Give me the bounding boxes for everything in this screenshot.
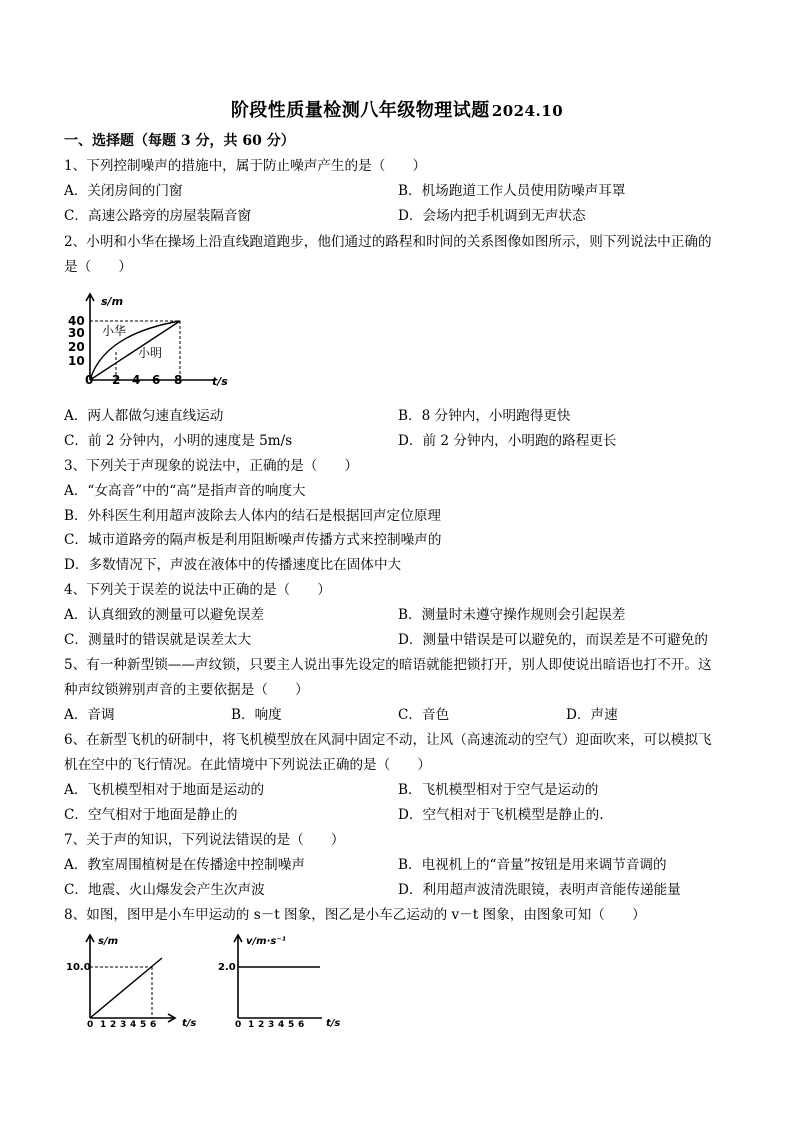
q8b-x-tick-2: 2 xyxy=(258,1020,265,1030)
q8b-x-tick-5: 5 xyxy=(288,1020,295,1030)
q3-option-a: A．“女高音”中的“高”是指声音的响度大 xyxy=(64,483,306,499)
q6-option-d: D．空气相对于飞机模型是静止的. xyxy=(398,807,604,823)
q2-y-label: s/m xyxy=(101,295,124,308)
question-2-stem-line1: 2、小明和小华在操场上沿直线跑道跑步，他们通过的路程和时间的关系图像如图所示，则下列说法中正确的 xyxy=(64,234,712,250)
q8-st-graph xyxy=(64,930,204,1030)
q2-st-graph xyxy=(64,290,244,390)
q8a-x-tick-6: 6 xyxy=(150,1020,157,1030)
q2-x-tick-6: 6 xyxy=(152,373,161,387)
q6-option-b: B．飞机模型相对于空气是运动的 xyxy=(398,782,599,798)
q4-option-b: B．测量时未遵守操作规则会引起误差 xyxy=(398,607,626,623)
q8a-x-tick-2: 2 xyxy=(110,1020,117,1030)
q7-option-a: A．教室周围植树是在传播途中控制噪声 xyxy=(64,857,305,873)
q2-y-tick-30: 30 xyxy=(68,326,85,340)
question-5-stem-line1: 5、有一种新型锁——声纹锁，只要主人说出事先设定的暗语就能把锁打开，别人即使说出暗语也打不开。这 xyxy=(64,657,712,673)
q8b-x-tick-0: 0 xyxy=(235,1020,242,1030)
question-8-stem: 8、如图，图甲是小车甲运动的 s－t 图象，图乙是小车乙运动的 v－t 图象，由图象可知（ ） xyxy=(64,907,646,923)
question-7-stem: 7、关于声的知识，下列说法错误的是（ ） xyxy=(64,832,345,848)
q8b-x-label: t/s xyxy=(326,1018,341,1029)
page-title xyxy=(0,96,794,122)
q5-option-b: B．响度 xyxy=(231,707,282,723)
q3-option-d: D．多数情况下，声波在液体中的传播速度比在固体中大 xyxy=(64,557,402,573)
question-4-stem: 4、下列关于误差的说法中正确的是（ ） xyxy=(64,582,331,598)
question-5-stem-line2: 种声纹锁辨别声音的主要依据是（ ） xyxy=(64,682,309,698)
q2-x-tick-8: 8 xyxy=(174,373,183,387)
q2-y-tick-10: 10 xyxy=(68,354,85,368)
q7-option-d: D．利用超声波清洗眼镜，表明声音能传递能量 xyxy=(398,882,681,898)
q2-x-label: t/s xyxy=(212,375,228,388)
title-text: 阶段性质量检测八年级物理试题 xyxy=(230,100,490,121)
q8b-x-tick-6: 6 xyxy=(298,1020,305,1030)
q7-option-c: C．地震、火山爆发会产生次声波 xyxy=(64,882,265,898)
q2-x-tick-2: 2 xyxy=(112,373,121,387)
q8b-y-tick: 2.0 xyxy=(218,962,236,973)
q1-option-b: B．机场跑道工作人员使用防噪声耳罩 xyxy=(398,183,626,199)
q8a-x-tick-5: 5 xyxy=(140,1020,147,1030)
q1-option-a: A．关闭房间的门窗 xyxy=(64,183,183,199)
q8b-x-tick-4: 4 xyxy=(278,1020,285,1030)
q3-option-c: C．城市道路旁的隔声板是利用阻断噪声传播方式来控制噪声的 xyxy=(64,532,442,548)
q2-label-xiaoming: 小明 xyxy=(138,346,163,360)
question-3-stem: 3、下列关于声现象的说法中，正确的是（ ） xyxy=(64,458,359,474)
q2-x-tick-0: 0 xyxy=(85,373,94,387)
q8a-x-tick-1: 1 xyxy=(100,1020,107,1030)
q8b-x-tick-3: 3 xyxy=(268,1020,275,1030)
q1-option-c: C．高速公路旁的房屋装隔音窗 xyxy=(64,208,252,224)
q8a-x-label: t/s xyxy=(182,1018,197,1029)
q5-option-a: A．音调 xyxy=(64,707,115,723)
q8a-x-tick-4: 4 xyxy=(130,1020,137,1030)
q2-y-tick-20: 20 xyxy=(68,340,85,354)
q2-option-a: A．两人都做匀速直线运动 xyxy=(64,408,224,424)
q8b-y-label: v/m·s⁻¹ xyxy=(246,936,286,947)
q6-option-c: C．空气相对于地面是静止的 xyxy=(64,807,238,823)
q8-vt-graph xyxy=(212,930,352,1030)
question-2-stem-line2: 是（ ） xyxy=(64,259,132,275)
q4-option-c: C．测量时的错误就是误差太大 xyxy=(64,632,252,648)
q8b-x-tick-1: 1 xyxy=(248,1020,255,1030)
q8a-x-tick-3: 3 xyxy=(120,1020,127,1030)
q5-option-d: D．声速 xyxy=(566,707,618,723)
section-heading: 一、选择题（每题 3 分，共 60 分） xyxy=(64,133,295,149)
q1-option-d: D．会场内把手机调到无声状态 xyxy=(398,208,586,224)
q2-option-b: B．8 分钟内，小明跑得更快 xyxy=(398,408,571,424)
question-6-stem-line1: 6、在新型飞机的研制中，将飞机模型放在风洞中固定不动，让风（高速流动的空气）迎面吹来，可以模拟飞 xyxy=(64,732,712,748)
q8a-y-label: s/m xyxy=(98,936,119,947)
q7-option-b: B．电视机上的“音量”按钮是用来调节音调的 xyxy=(398,857,667,873)
q3-option-b: B．外科医生利用超声波除去人体内的结石是根据回声定位原理 xyxy=(64,508,442,524)
q5-option-c: C．音色 xyxy=(398,707,450,723)
q6-option-a: A．飞机模型相对于地面是运动的 xyxy=(64,782,265,798)
q8a-x-tick-0: 0 xyxy=(87,1020,94,1030)
q2-y-tick-40: 40 xyxy=(68,314,85,328)
q8a-y-tick: 10.0 xyxy=(66,962,91,973)
q4-option-a: A．认真细致的测量可以避免误差 xyxy=(64,607,265,623)
q4-option-d: D．测量中错误是可以避免的，而误差是不可避免的 xyxy=(398,632,708,648)
question-1-stem: 1、下列控制噪声的措施中，属于防止噪声产生的是（ ） xyxy=(64,158,427,174)
q2-x-tick-4: 4 xyxy=(132,373,141,387)
q2-option-c: C．前 2 分钟内，小明的速度是 5m/s xyxy=(64,433,293,449)
question-6-stem-line2: 机在空中的飞行情况。在此情境中下列说法正确的是（ ） xyxy=(64,757,432,773)
q2-option-d: D．前 2 分钟内，小明跑的路程更长 xyxy=(398,433,617,449)
title-date: 2024.10 xyxy=(491,102,564,120)
q2-label-xiaohua: 小华 xyxy=(102,324,127,338)
